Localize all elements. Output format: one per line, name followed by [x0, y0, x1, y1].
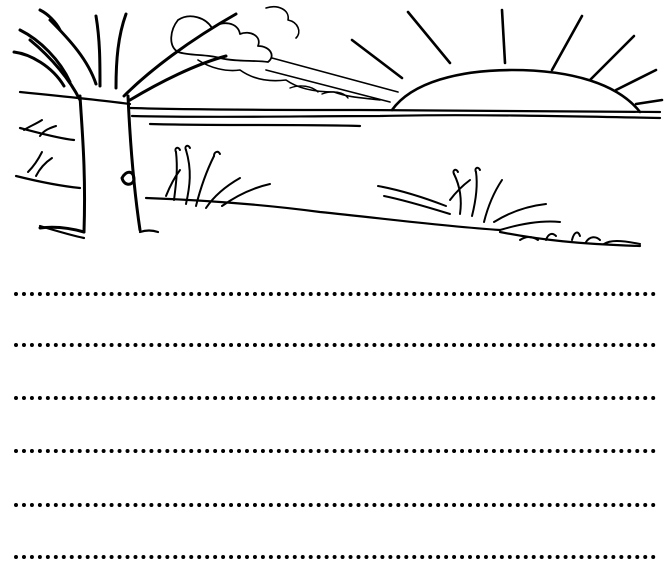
writing-line[interactable]	[14, 555, 656, 559]
sun-icon	[392, 70, 640, 112]
writing-line[interactable]	[14, 343, 656, 347]
tree-icon	[14, 10, 236, 232]
sun-rays	[352, 10, 662, 104]
cloud-icon	[266, 7, 299, 38]
landscape-illustration	[0, 0, 667, 250]
ground-lines	[16, 128, 640, 246]
horizon-lines	[20, 92, 660, 126]
writing-line[interactable]	[14, 503, 656, 507]
writing-line[interactable]	[14, 292, 656, 296]
grass-icon	[24, 120, 640, 244]
writing-line[interactable]	[14, 396, 656, 400]
writing-line[interactable]	[14, 449, 656, 453]
